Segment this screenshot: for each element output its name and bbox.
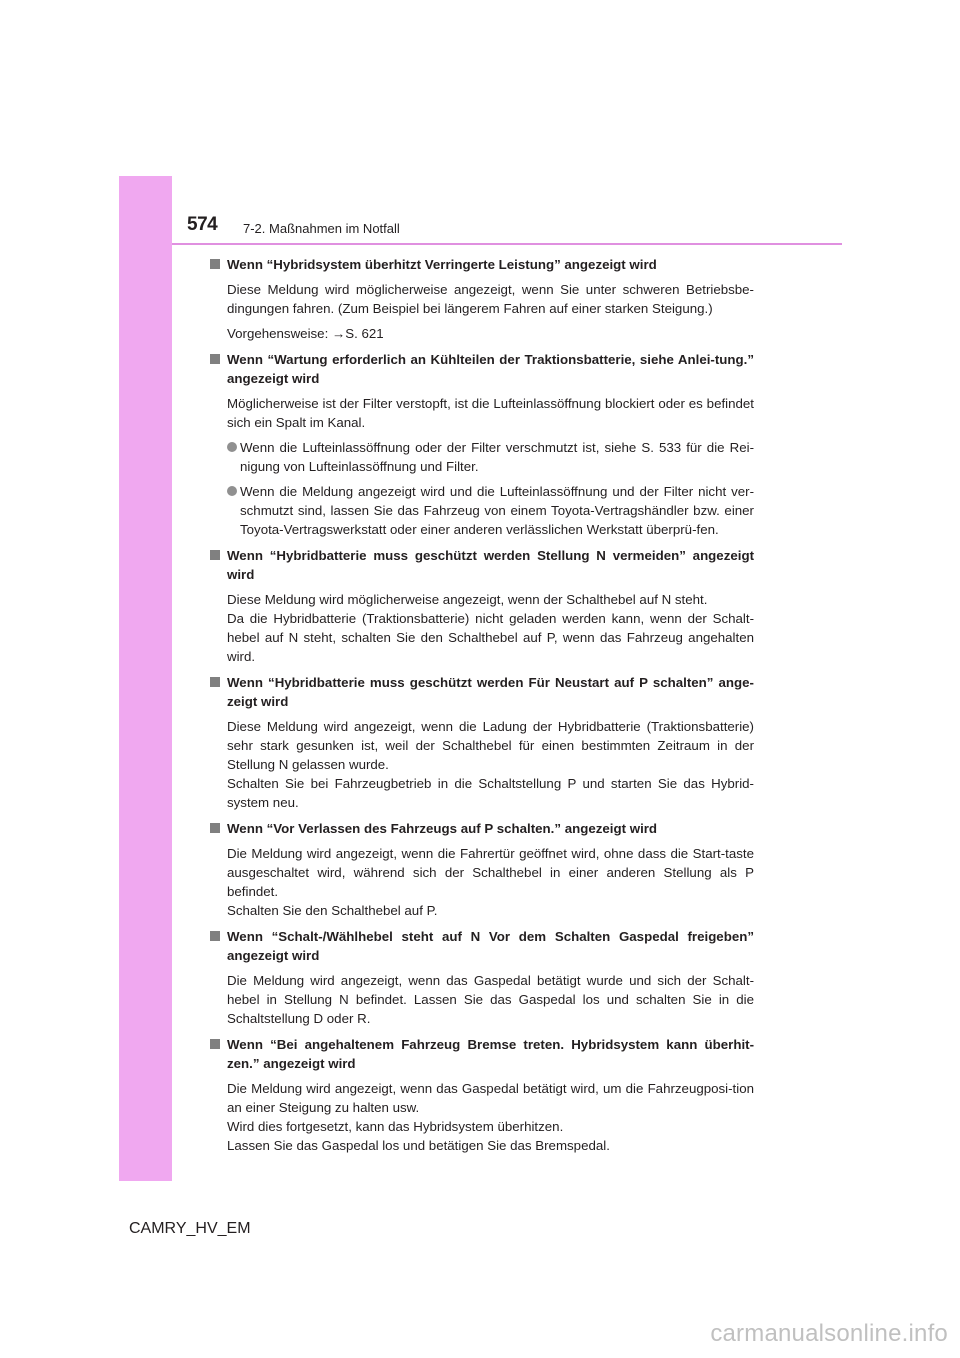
round-bullet-icon [227,486,237,496]
section-heading-text: Wenn “Wartung erforderlich an Kühlteilen der Traktionsbatterie, siehe Anlei-tung.” angezeigt wird [227,352,754,386]
page-number: 574 [187,214,218,235]
body-text-line: Diese Meldung wird möglicherweise angezeigt, wenn der Schalthebel auf N steht. [227,592,708,607]
body-text-line: Schalten Sie den Schalthebel auf P. [227,903,438,918]
body-paragraph [227,844,754,920]
body-text-line: Da die Hybridbatterie (Traktionsbatterie) nicht geladen werden kann, wenn der Schalt-hebel auf N steht, schalten Sie den Schalthebel auf P, wenn das Fahrzeug angehalten wird. [227,611,754,664]
instruction-section [210,255,754,343]
square-bullet-icon [210,550,220,560]
instruction-section [210,673,754,812]
section-heading-text: Wenn “Vor Verlassen des Fahrzeugs auf P schalten.” angezeigt wird [227,821,658,836]
bullet-text: Wenn die Meldung angezeigt wird und die Lufteinlassöffnung und der Filter nicht ver-schmutzt sind, lassen Sie das Fahrzeug von einem Toyota-Vertragshändler bzw. einer Toyota-Vertragswerkstatt oder einer anderen verlässlichen Werkstatt überprü-fen. [240,484,754,537]
body-paragraph [227,717,754,812]
body-text-line: Diese Meldung wird möglicherweise angezeigt, wenn Sie unter schweren Betriebsbe-dingungen fahren. (Zum Beispiel bei längerem Fahren auf einer starken Steigung.) [227,282,754,316]
footer-model-code: CAMRY_HV_EM [129,1220,251,1237]
section-heading-text: Wenn “Hybridbatterie muss geschützt werden Stellung N vermeiden” angezeigt wird [227,548,754,582]
header-divider [172,243,842,245]
body-text-line: Diese Meldung wird angezeigt, wenn die Ladung der Hybridbatterie (Traktionsbatterie) sehr stark gesunken ist, weil der Schalthebel für einen bestimmten Zeitraum in der Stellung N gelassen wurde. [227,719,754,772]
page-content [210,255,754,1155]
square-bullet-icon [210,823,220,833]
body-text-line: Schalten Sie bei Fahrzeugbetrieb in die Schaltstellung P und starten Sie das Hybrid-system neu. [227,776,754,810]
body-paragraph [227,324,754,343]
section-title: 7-2. Maßnahmen im Notfall [243,221,400,236]
square-bullet-icon [210,931,220,941]
bullet-item [227,438,754,476]
square-bullet-icon [210,259,220,269]
chapter-sidebar-tab [119,176,172,1181]
section-heading-text: Wenn “Hybridsystem überhitzt Verringerte Leistung” angezeigt wird [227,257,657,272]
body-text-line: Lassen Sie das Gaspedal los und betätigen Sie das Bremspedal. [227,1138,610,1153]
square-bullet-icon [210,354,220,364]
watermark: carmanualsonline.info [710,1320,948,1347]
body-text-line: Die Meldung wird angezeigt, wenn das Gaspedal betätigt wurde und sich der Schalt-hebel in Stellung N befindet. Lassen Sie das Gaspedal los und schalten Sie in die Schaltstellung D oder R. [227,973,754,1026]
bullet-text: Wenn die Lufteinlassöffnung oder der Filter verschmutzt ist, siehe S. 533 für die Rei-nigung von Lufteinlassöffnung und Filter. [240,440,754,474]
instruction-section [210,546,754,666]
instruction-section [210,350,754,539]
body-paragraph [227,280,754,318]
section-heading [210,673,754,711]
body-text-line: Die Meldung wird angezeigt, wenn die Fahrertür geöffnet wird, ohne dass die Start-taste ausgeschaltet wird, während sich der Schalthebel in einer anderen Stellung als P befindet. [227,846,754,899]
round-bullet-icon [227,442,237,452]
section-heading [210,350,754,388]
square-bullet-icon [210,1039,220,1049]
body-paragraph [227,971,754,1028]
instruction-section [210,927,754,1028]
body-paragraph [227,394,754,432]
body-text-line: Wird dies fortgesetzt, kann das Hybridsystem überhitzen. [227,1119,564,1134]
instruction-section [210,1035,754,1155]
section-heading-text: Wenn “Bei angehaltenem Fahrzeug Bremse treten. Hybridsystem kann überhit-zen.” angezeigt wird [227,1037,754,1071]
body-text-line: Die Meldung wird angezeigt, wenn das Gaspedal betätigt wird, um die Fahrzeugposi-tion an einer Steigung zu halten usw. [227,1081,754,1115]
section-heading [210,255,754,274]
body-paragraph [227,1079,754,1155]
instruction-section [210,819,754,920]
section-heading [210,1035,754,1073]
section-heading [210,927,754,965]
section-heading [210,819,754,838]
body-paragraph [227,590,754,666]
section-heading [210,546,754,584]
section-heading-text: Wenn “Hybridbatterie muss geschützt werden Für Neustart auf P schalten” ange-zeigt wird [227,675,754,709]
square-bullet-icon [210,677,220,687]
bullet-item [227,482,754,539]
body-text-line: Vorgehensweise: →S. 621 [227,326,384,341]
body-text-line: Möglicherweise ist der Filter verstopft, ist die Lufteinlassöffnung blockiert oder es befindet sich ein Spalt im Kanal. [227,396,754,430]
section-heading-text: Wenn “Schalt-/Wählhebel steht auf N Vor dem Schalten Gaspedal freigeben” angezeigt wird [227,929,754,963]
